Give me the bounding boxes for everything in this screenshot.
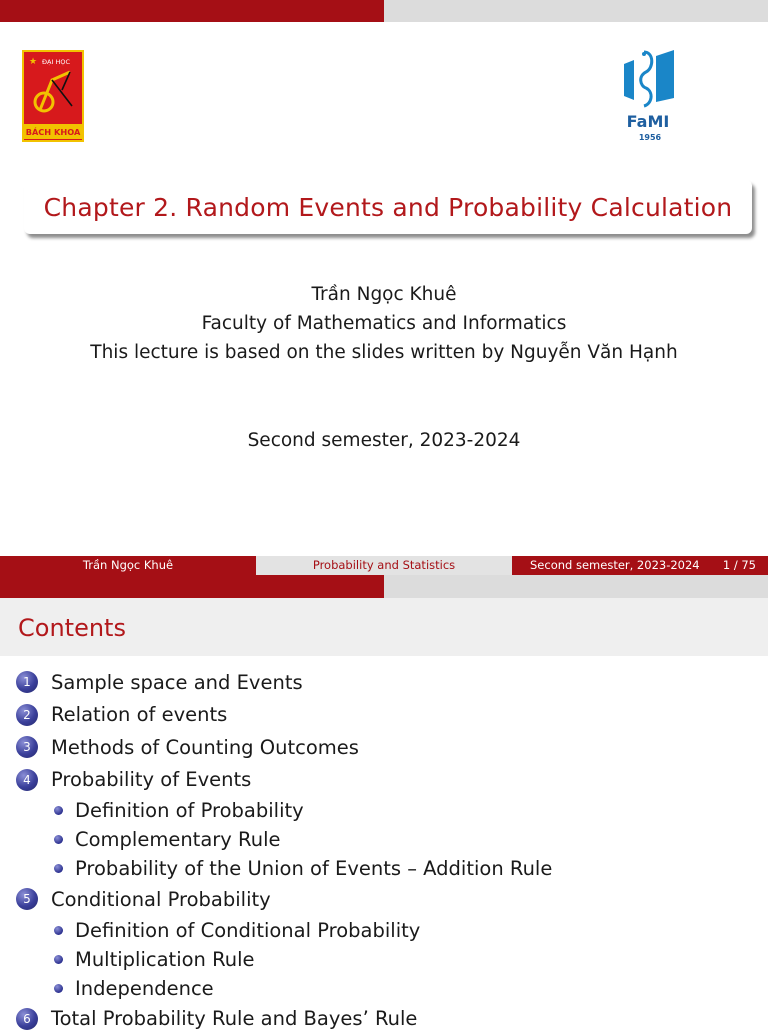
toc-subsection[interactable]	[16, 825, 756, 854]
toc-section-label: Total Probability Rule and Bayes’ Rule	[51, 1007, 417, 1030]
source-note: This lecture is based on the slides written by Nguyễn Văn Hạnh	[0, 338, 768, 367]
toc-section[interactable]	[16, 764, 756, 797]
section-number-badge: 2	[16, 704, 38, 726]
svg-text:BÁCH KHOA: BÁCH KHOA	[26, 126, 81, 137]
title-box	[24, 180, 752, 234]
bullet-icon	[54, 835, 63, 844]
fami-logo	[620, 50, 676, 142]
top-bar-gray	[384, 0, 768, 22]
footer-author: Trần Ngọc Khuê	[0, 558, 256, 572]
toc-subsection-label: Definition of Conditional Probability	[75, 919, 420, 942]
toc-subsection[interactable]	[16, 796, 756, 825]
toc-section[interactable]	[16, 1003, 756, 1035]
author-block	[0, 280, 768, 367]
footer-semester: Second semester, 2023-2024	[530, 558, 700, 572]
top-bar-red	[0, 0, 384, 22]
presentation-date: Second semester, 2023-2024	[0, 430, 768, 451]
toc-section-label: Methods of Counting Outcomes	[51, 736, 359, 759]
faculty-name: Faculty of Mathematics and Informatics	[0, 309, 768, 338]
toc-subsection-label: Probability of the Union of Events – Addition Rule	[75, 857, 552, 880]
author-name: Trần Ngọc Khuê	[0, 280, 768, 309]
bullet-icon	[54, 806, 63, 815]
slide-footer	[0, 556, 768, 575]
bach-khoa-logo	[22, 50, 84, 142]
toc-subsection[interactable]	[16, 974, 756, 1003]
bullet-icon	[54, 926, 63, 935]
slide2-top-bar	[0, 575, 768, 598]
toc-section[interactable]	[16, 699, 756, 732]
svg-text:★: ★	[29, 57, 37, 67]
toc-subsection[interactable]	[16, 916, 756, 945]
footer-semester-cell	[512, 556, 768, 575]
section-number-badge: 4	[16, 769, 38, 791]
bullet-icon	[54, 984, 63, 993]
footer-page-number: 1 / 75	[723, 558, 756, 572]
toc-subsection-label: Complementary Rule	[75, 828, 280, 851]
toc-subsection-label: Multiplication Rule	[75, 948, 255, 971]
contents-header	[0, 598, 768, 656]
toc-section[interactable]	[16, 666, 756, 699]
toc-section[interactable]	[16, 883, 756, 916]
toc-subsection[interactable]	[16, 945, 756, 974]
footer-author-cell	[0, 556, 256, 575]
toc-section-label: Relation of events	[51, 703, 227, 726]
section-number-badge: 5	[16, 888, 38, 910]
footer-course-cell	[256, 556, 512, 575]
section-number-badge: 1	[16, 671, 38, 693]
table-of-contents	[16, 666, 756, 1035]
toc-subsection[interactable]	[16, 854, 756, 883]
section-number-badge: 3	[16, 736, 38, 758]
toc-section-label: Sample space and Events	[51, 671, 303, 694]
contents-title: Contents	[18, 614, 126, 642]
toc-section[interactable]	[16, 731, 756, 764]
bullet-icon	[54, 864, 63, 873]
presentation-title: Chapter 2. Random Events and Probability Calculation	[44, 193, 733, 222]
svg-text:FaMI: FaMI	[627, 112, 670, 131]
section-number-badge: 6	[16, 1008, 38, 1030]
top-bar-red	[0, 575, 384, 598]
footer-course: Probability and Statistics	[256, 558, 512, 572]
toc-section-label: Conditional Probability	[51, 888, 271, 911]
svg-text:1956: 1956	[639, 133, 662, 142]
bullet-icon	[54, 955, 63, 964]
top-bar-gray	[384, 575, 768, 598]
toc-section-label: Probability of Events	[51, 768, 251, 791]
toc-subsection-label: Independence	[75, 977, 214, 1000]
toc-subsection-label: Definition of Probability	[75, 799, 304, 822]
logo-text-top: ĐẠI HỌC	[42, 58, 70, 66]
slide1-top-bar	[0, 0, 768, 22]
